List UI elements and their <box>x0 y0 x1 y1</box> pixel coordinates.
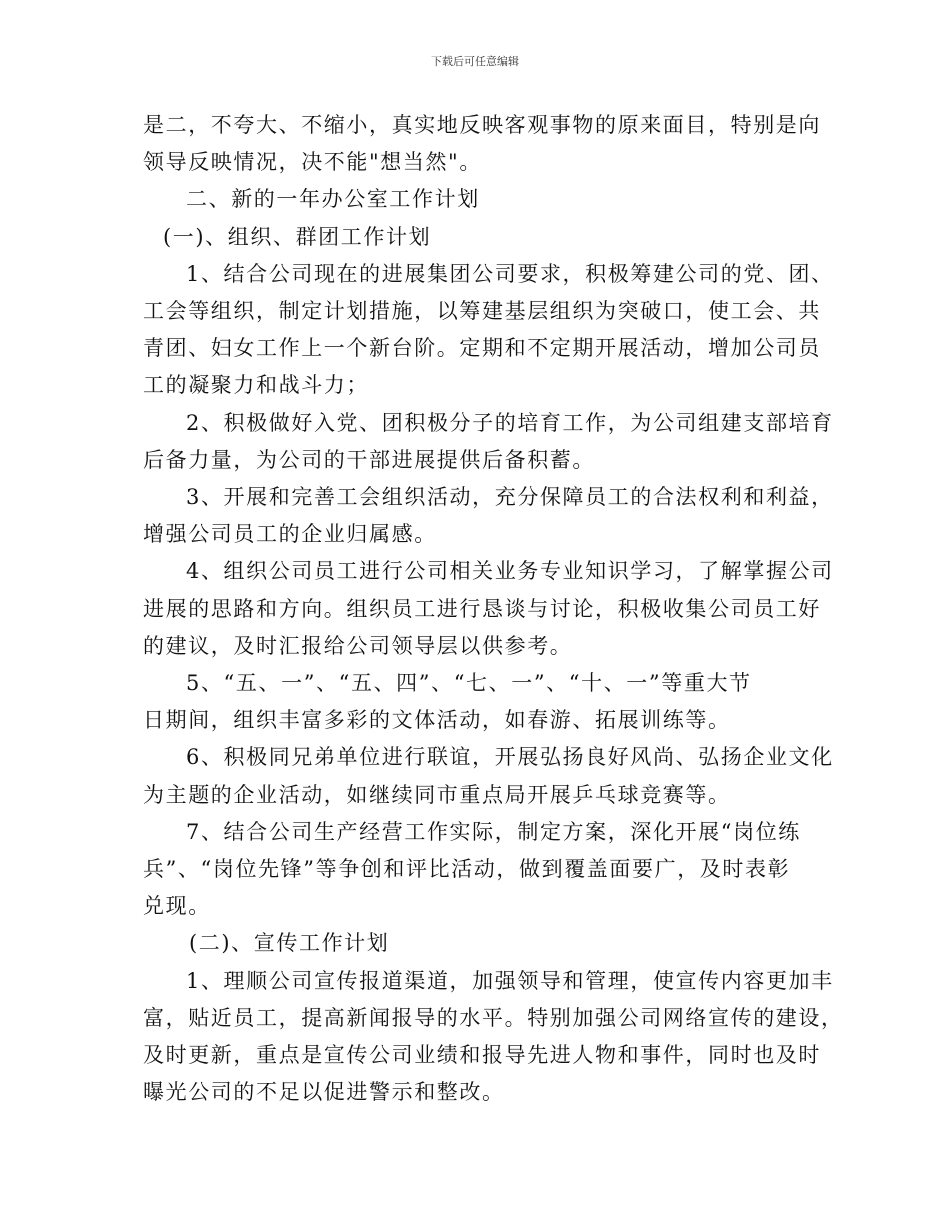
section-heading-new-year-plan <box>143 181 807 218</box>
text-line: 兑现。 <box>143 894 211 919</box>
page-header: 下载后可任意编辑 <box>431 55 519 68</box>
text-line: 3、开展和完善工会组织活动，充分保障员工的合法权利和利益， <box>186 485 834 510</box>
text-line: 及时更新，重点是宣传公司业绩和报导先进人物和事件，同时也及时 <box>143 1043 821 1068</box>
text-line: 为主题的企业活动，如继续同市重点局开展乒乓球竞赛等。 <box>143 782 731 807</box>
list-item-4 <box>143 553 834 665</box>
text-line: 6、积极同兄弟单位进行联谊，开展弘扬良好风尚、弘扬企业文化 <box>186 745 834 770</box>
text-line: 兵”、“岗位先锋”等争创和评比活动，做到覆盖面要广，及时表彰 <box>143 857 791 882</box>
text-line: 进展的思路和方向。组织员工进行恳谈与讨论，积极收集公司员工好 <box>143 596 821 621</box>
text-line: 1、理顺公司宣传报道渠道，加强领导和管理，使宣传内容更加丰 <box>186 968 834 993</box>
paragraph-intro-continuation <box>143 107 821 181</box>
list-item-7 <box>143 814 807 926</box>
text-line: 后备力量，为公司的干部进展提供后备积蓄。 <box>143 447 595 472</box>
list-item-3 <box>143 479 834 553</box>
text-line: 青团、妇女工作上一个新台阶。定期和不定期开展活动，增加公司员 <box>143 336 821 361</box>
text-line: 7、结合公司生产经营工作实际，制定方案，深化开展“岗位练 <box>186 819 801 844</box>
subsection-heading-publicity <box>143 925 807 962</box>
list-item-2 <box>143 405 834 479</box>
list-item-6 <box>143 739 834 813</box>
text-line: 2、积极做好入党、团积极分子的培育工作，为公司组建支部培育 <box>186 410 834 435</box>
list-item-5 <box>143 665 807 739</box>
text-line: (一)、组织、群团工作计划 <box>163 224 432 249</box>
text-line: 是二，不夸大、不缩小，真实地反映客观事物的原来面目，特别是向 <box>143 113 821 137</box>
publicity-item-1 <box>143 963 844 1112</box>
list-item-1 <box>143 256 834 405</box>
text-line: (二)、宣传工作计划 <box>189 931 390 956</box>
text-line: 曝光公司的不足以促进警示和整改。 <box>143 1080 505 1105</box>
text-line: 4、组织公司员工进行公司相关业务专业知识学习，了解掌握公司 <box>186 559 834 584</box>
text-line: 富，贴近员工，提高新闻报导的水平。特别加强公司网络宣传的建设， <box>143 1005 844 1030</box>
text-line: 工会等组织，制定计划措施，以筹建基层组织为突破口，使工会、共 <box>143 299 821 324</box>
text-line: 领导反映情况，决不能"想当然"。 <box>143 150 482 175</box>
text-line: 的建议，及时汇报给公司领导层以供参考。 <box>143 633 573 658</box>
text-line: 增强公司员工的企业归属感。 <box>143 522 437 547</box>
subsection-heading-organization <box>143 219 807 256</box>
document-body <box>143 107 844 1111</box>
text-line: 二、新的一年办公室工作计划 <box>186 187 480 212</box>
text-line: 5、“五、一”、“五、四”、“七、一”、“十、一”等重大节 <box>186 671 752 696</box>
text-line: 日期间，组织丰富多彩的文体活动，如春游、拓展训练等。 <box>143 708 731 733</box>
text-line: 工的凝聚力和战斗力； <box>143 373 369 398</box>
text-line: 1、结合公司现在的进展集团公司要求，积极筹建公司的党、团、 <box>186 261 834 286</box>
